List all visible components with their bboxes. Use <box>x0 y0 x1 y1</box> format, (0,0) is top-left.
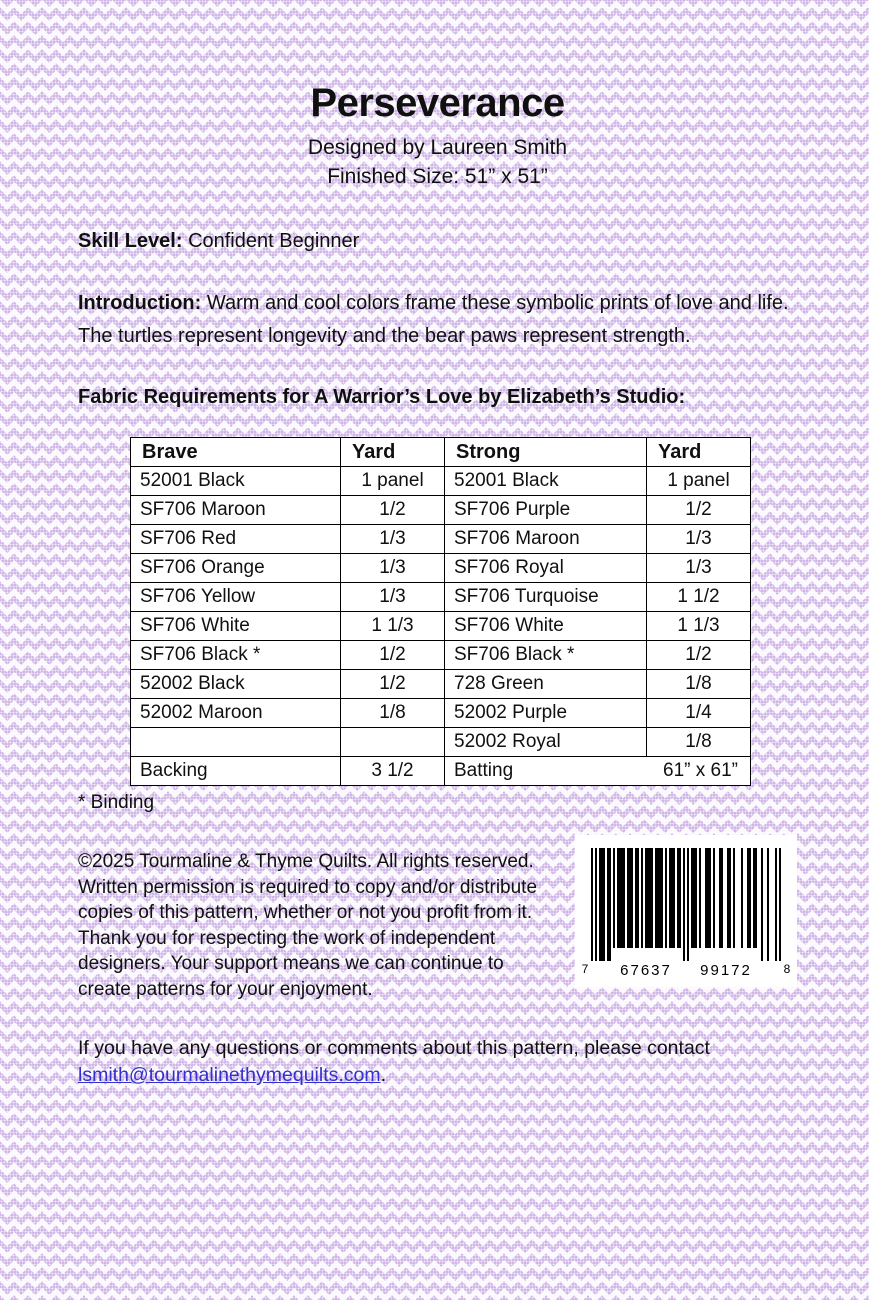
barcode-right-digits: 99172 <box>700 962 752 979</box>
barcode-left-digits: 67637 <box>620 962 672 979</box>
fabric-name-cell: 52002 Royal <box>445 728 647 757</box>
footer-backing-value: 3 1/2 <box>341 757 445 786</box>
contact-paragraph <box>78 1035 797 1089</box>
col-header-yard-1: Yard <box>341 438 445 467</box>
yardage-cell <box>341 728 445 757</box>
fabric-name-cell: 52002 Maroon <box>131 699 341 728</box>
fabric-name-cell: 728 Green <box>445 670 647 699</box>
yardage-cell: 1/3 <box>341 583 445 612</box>
yardage-cell: 1/8 <box>647 670 751 699</box>
introduction-label: Introduction: <box>78 292 202 314</box>
yardage-cell: 1/2 <box>647 641 751 670</box>
barcode-system-digit: 7 <box>581 962 589 976</box>
table-row <box>131 525 751 554</box>
yardage-cell: 1/2 <box>647 496 751 525</box>
yardage-cell: 1/4 <box>647 699 751 728</box>
skill-level-value: Confident Beginner <box>188 230 360 252</box>
contact-suffix: . <box>380 1064 387 1086</box>
table-row <box>131 641 751 670</box>
table-row <box>131 554 751 583</box>
footer-backing-name: Backing <box>131 757 341 786</box>
table-row <box>131 496 751 525</box>
fabric-name-cell: SF706 Red <box>131 525 341 554</box>
fabric-name-cell <box>131 728 341 757</box>
table-header-row <box>131 438 751 467</box>
upc-barcode <box>575 835 797 987</box>
barcode-check-digit: 8 <box>783 962 791 976</box>
barcode-bars <box>577 848 795 973</box>
yardage-cell: 1/8 <box>341 699 445 728</box>
table-header <box>131 438 751 467</box>
contact-text: If you have any questions or comments about this pattern, please contact <box>78 1037 710 1059</box>
table-row <box>131 670 751 699</box>
yardage-cell: 1/3 <box>341 554 445 583</box>
yardage-cell: 1 1/2 <box>647 583 751 612</box>
table-row <box>131 467 751 496</box>
yardage-cell: 1 panel <box>647 467 751 496</box>
fabric-requirements-heading: Fabric Requirements for A Warrior’s Love by Elizabeth’s Studio: <box>78 386 686 408</box>
introduction-text: Warm and cool colors frame these symbolic prints of love and life. The turtles represent longevity and the bear paws represent strength. <box>78 292 789 347</box>
table-body <box>131 467 751 786</box>
fabric-name-cell: SF706 White <box>131 612 341 641</box>
col-header-yard-2: Yard <box>647 438 751 467</box>
yardage-cell: 1 panel <box>341 467 445 496</box>
introduction-paragraph <box>78 287 797 353</box>
yardage-cell: 1/3 <box>647 525 751 554</box>
fabric-name-cell: SF706 Maroon <box>131 496 341 525</box>
designer-byline: Designed by Laureen Smith <box>307 136 568 159</box>
yardage-cell: 1/2 <box>341 641 445 670</box>
fabric-name-cell: SF706 White <box>445 612 647 641</box>
yardage-cell: 1/2 <box>341 670 445 699</box>
header-block <box>78 80 797 191</box>
fabric-name-cell: SF706 Orange <box>131 554 341 583</box>
fabric-name-cell: SF706 Maroon <box>445 525 647 554</box>
fabric-name-cell: SF706 Purple <box>445 496 647 525</box>
copyright-text: ©2025 Tourmaline & Thyme Quilts. All rights reserved. Written permission is required to copy and/or distribute copies of this pattern, whether or not you profit from it. Thank you for respecting the work of independent designers. Your support means we can continue to create patterns for your enjoyment. <box>78 851 538 1000</box>
table-row <box>131 583 751 612</box>
fabric-name-cell: SF706 Black * <box>445 641 647 670</box>
footer-batting-value: 61” x 61” <box>663 760 738 781</box>
fabric-name-cell: 52002 Purple <box>445 699 647 728</box>
yardage-cell: 1/3 <box>341 525 445 554</box>
fabric-name-cell: SF706 Yellow <box>131 583 341 612</box>
fabric-name-cell: SF706 Royal <box>445 554 647 583</box>
col-header-brave: Brave <box>131 438 341 467</box>
yardage-cell: 1/2 <box>341 496 445 525</box>
binding-footnote: * Binding <box>78 792 155 813</box>
fabric-name-cell: 52002 Black <box>131 670 341 699</box>
yardage-cell: 1 1/3 <box>647 612 751 641</box>
yardage-cell: 1 1/3 <box>341 612 445 641</box>
fabric-name-cell: SF706 Turquoise <box>445 583 647 612</box>
fabric-requirements-table <box>130 437 751 786</box>
fabric-name-cell: 52001 Black <box>445 467 647 496</box>
yardage-cell: 1/8 <box>647 728 751 757</box>
finished-size: Finished Size: 51” x 51” <box>327 165 548 188</box>
footer-batting-name: Batting <box>454 760 514 781</box>
table-row <box>131 612 751 641</box>
table-row <box>131 699 751 728</box>
skill-level-line <box>78 228 797 254</box>
fabric-name-cell: SF706 Black * <box>131 641 341 670</box>
copyright-barcode-row <box>78 835 797 1002</box>
table-footer-row <box>131 757 751 786</box>
table-row <box>131 728 751 757</box>
skill-level-label: Skill Level: <box>78 230 183 252</box>
col-header-strong: Strong <box>445 438 647 467</box>
footer-batting-cell <box>445 757 751 786</box>
contact-email-link[interactable]: lsmith@tourmalinethymequilts.com <box>78 1064 381 1086</box>
yardage-cell: 1/3 <box>647 554 751 583</box>
fabric-name-cell: 52001 Black <box>131 467 341 496</box>
page-title: Perseverance <box>310 81 565 125</box>
